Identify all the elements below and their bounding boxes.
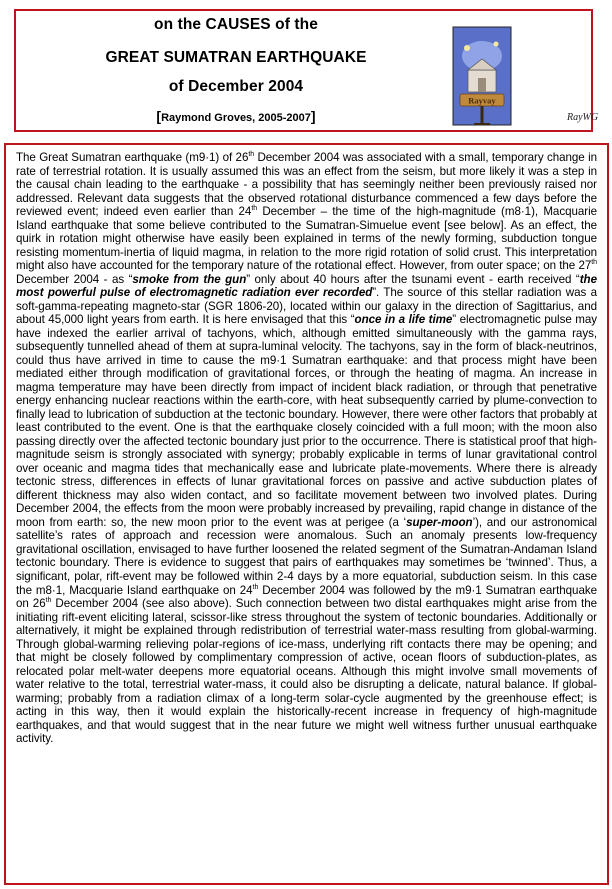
credit-close-bracket: ] [310, 108, 316, 124]
article-text: December 2004 was associated with a small, temporary change in rate of terrestrial rotation. It is usually assumed this was an effect from the seism, but more likely it was a step in the causal chain leading to the earthquake - a possibility that has seemingly neither been previously raised nor addressed. Relevant data suggests that the observed rotational disturbance commenced a few days before the reviewed event; indeed even earlier than 24 [16, 151, 597, 219]
title-line-3: of December 2004 [168, 78, 304, 95]
quote-emphasis: super-moon [406, 515, 473, 529]
credit-open-bracket: [ [156, 108, 162, 124]
article-body [16, 151, 597, 746]
ordinal-suffix: th [251, 205, 258, 213]
header-box [14, 9, 599, 132]
credit-text: Raymond Groves, 2005-2007 [161, 112, 311, 124]
article-text: December 2004 (see also above). Such connection between two distal earthquakes might arise from the initiating rift-event eliciting lateral, scissor-like stress throughout the system of tectonic boundaries. Additionally or alternatively, it might be explained through redistribution of terrestrial water-mass resulting from global-warming. Through global-warming relieving polar-regions of ice-mass, underlying rift contacts there may be opening; and that might be closely followed by complimentary compression of active, ocean floors of subduction-plates, as relocated polar melt-water deepens more equatorial oceans. Although this might involve small movements of water relative to the total, terrestrial water-mass, it could also be disrupting a delicate, natural balance. If global-warming; probably from a radiation climax of a long-term solar-cycle augmented by the greenhouse effect; is acting in this way, then it would explain the historically-recent increase in frequency of high-magnitude earthquakes, and that would suggest that in the near future we might well witness further unusual earthquake activity. [16, 597, 598, 746]
article-text: ’), and our astronomical satellite’s rates of approach and recession were anomalous. Such an anomaly presents low-frequency gravitational oscillation, envisaged to have further loosened the related segment of the Sumatran-Andaman Island tectonic boundary. There is evidence to suggest that pairs of earthquakes may sometimes be ‘twinned’. Thus, a significant, polar, rift-event may be followed within 2-4 days by a more equatorial, subduction seism. In this case the m8·1, Macquarie Island earthquake on 24 [16, 515, 598, 597]
signature-text: RayWG [567, 112, 599, 123]
article-text: December 2004 was followed by the m9·1 Sumatran earthquake on 26 [16, 583, 597, 611]
ordinal-suffix: th [252, 583, 259, 591]
article-text: December – the time of the high-magnitude (m8·1), Macquarie Island earthquake that some believe contributed to the Sumatran-Simuelue event [see below]. As an effect, the quirk in rotation might otherwise have easily been explained in terms of the newly forming, subduction tongue resisting momentum-inertia of liquid magma, in relation to the more rigid rotation of solid crust. This interpretation might also have accounted for the temporary nature of the rotational effect. However, from outer space; on the 27 [16, 205, 597, 273]
rayvay-logo [452, 26, 512, 126]
logo-text: Rayvay [468, 95, 496, 106]
quote-emphasis: the most powerful pulse of electromagnetic radiation ever recorded [16, 272, 597, 300]
ordinal-suffix: th [248, 151, 255, 159]
article-text: The Great Sumatran earthquake (m9·1) of 26 [16, 151, 249, 164]
quote-emphasis: once in a life time [354, 313, 453, 327]
article-text: ” electromagnetic pulse may have indexed the earlier arrival of tachyons, which, although emitted simultaneously with the gamma rays, subsequently tunnelled ahead of them at supra-luminal velocity. The tachyons, say in the form of black-neutrinos, could thus have arrived in time to cause the m9·1 Sumatran earthquake: and that process might have been mediated either through modification of gravitational forces, or through the heating of magma. An increase in magma temperature may have been directly from impact of incident black radiation, or through that penetrative energy enhancing nuclear reactions within the earth-core, with heat subsequently carried by plume-convection to finally lead to lubrication of subduction at the tectonic boundary. However, there were other factors that probably at least contributed to the event. One is that the earthquake closely coincided with a full moon; with the moon also passing directly over the affected tectonic boundary just prior to the occurrence. There is statistical proof that high-magnitude seism is strongly associated with synergy; probably explicable in terms of lunar gravitational control over oceanic and magma tides that mechanically ease and lubricate plate-movements. Where there is already tectonic stress, differences in effects of lunar gravitational forces on passive and active subduction plates of different thickness may also widen contact, and so facilitate movement between two involved plates. During December 2004, the effects from the moon were probably increased by prevailing, rapid change in distance of the moon from earth: so, the new moon prior to the event was at perigee (a ‘ [16, 313, 597, 529]
article-box [4, 143, 609, 885]
author-credit [16, 108, 456, 124]
article-text: December 2004 - as “ [16, 272, 133, 286]
quote-emphasis: smoke from the gun [132, 272, 247, 286]
article-text: ”. The source of this stellar radiation was a soft-gamma-repeating magneto-star (SGR 1806-20), located within our galaxy in the direction of Sagittarius, and about 45,000 light years from earth. It is here envisaged that this “ [16, 286, 597, 327]
title-line-1: on the CAUSES of the [154, 16, 318, 33]
signature [566, 105, 602, 127]
ordinal-suffix: th [591, 259, 597, 267]
ordinal-suffix: th [45, 597, 52, 605]
title-line-2: GREAT SUMATRAN EARTHQUAKE [105, 49, 367, 66]
article-text: ” only about 40 hours after the tsunami event - earth received “ [246, 272, 580, 286]
